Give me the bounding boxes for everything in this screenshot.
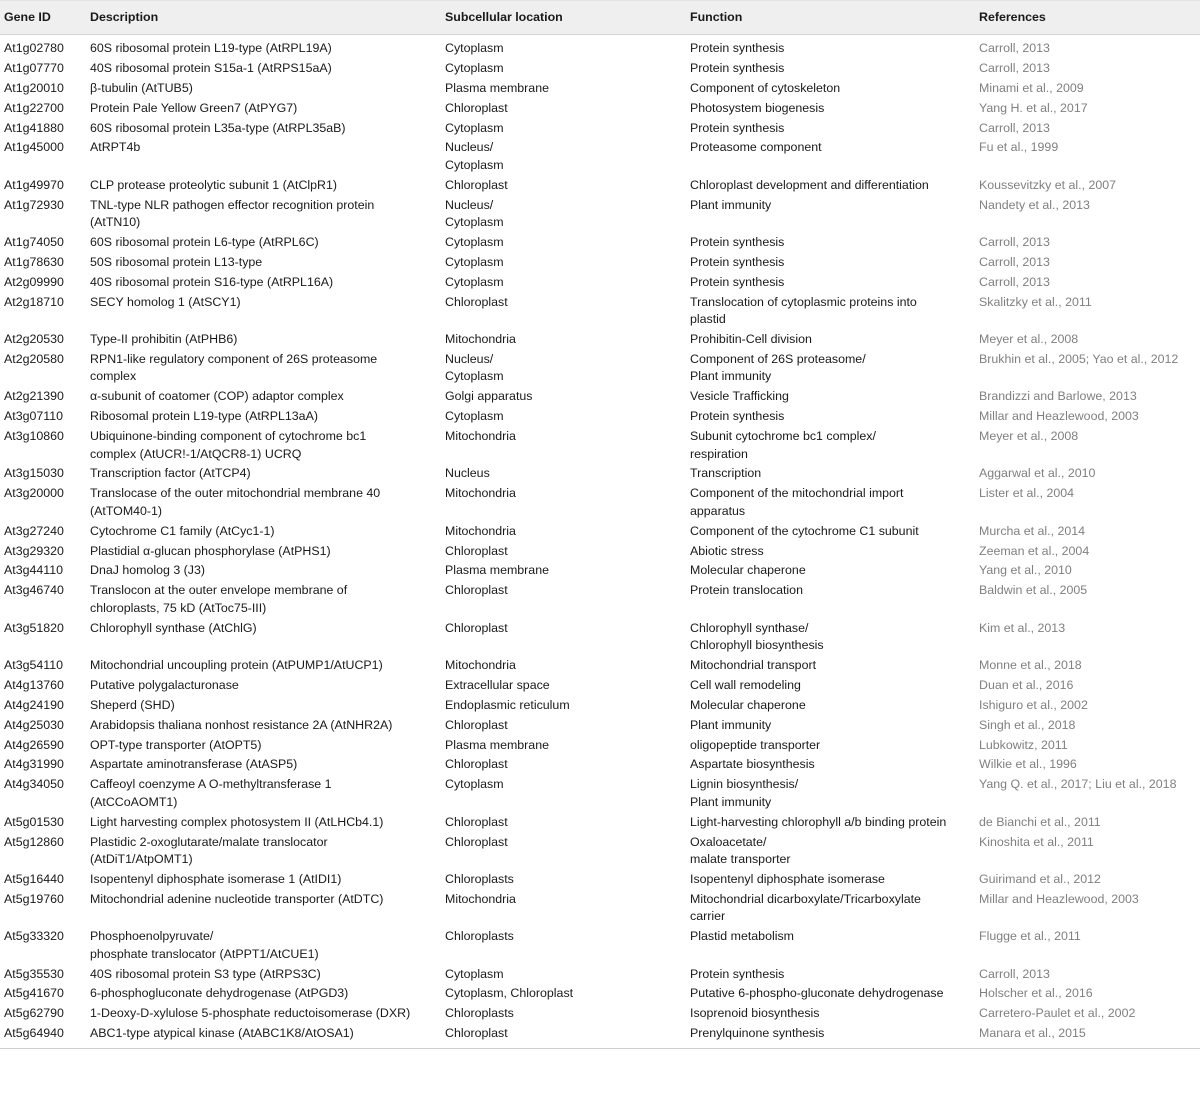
gene-id-cell: At1g07770 (4, 60, 64, 75)
description-cell: 1-Deoxy-D-xylulose 5-phosphate reductoisomerase (DXR) (90, 1006, 411, 1021)
gene-id-cell: At2g09990 (4, 274, 64, 289)
table-row (0, 755, 1200, 775)
function-cell: Oxaloacetate/ malate transporter (690, 834, 791, 866)
reference-cell: Yang et al., 2010 (979, 563, 1072, 578)
function-cell: Chloroplast development and differentiation (690, 177, 929, 192)
location-cell: Chloroplast (445, 543, 508, 558)
description-cell: 60S ribosomal protein L35a-type (AtRPL35aB) (90, 120, 346, 135)
location-cell: Plasma membrane (445, 80, 549, 95)
gene-id-cell: At4g34050 (4, 777, 64, 792)
description-cell: OPT-type transporter (AtOPT5) (90, 737, 262, 752)
reference-cell: Duan et al., 2016 (979, 677, 1074, 692)
reference-cell: Murcha et al., 2014 (979, 523, 1086, 538)
gene-id-cell: At1g41880 (4, 120, 64, 135)
gene-id-cell: At4g26590 (4, 737, 64, 752)
location-cell: Cytoplasm (445, 274, 504, 289)
reference-cell: Minami et al., 2009 (979, 80, 1084, 95)
description-cell: Translocon at the outer envelope membrane of chloroplasts, 75 kD (AtToc75-III) (90, 583, 348, 615)
description-cell: β-tubulin (AtTUB5) (90, 80, 193, 95)
location-cell: Chloroplast (445, 100, 508, 115)
reference-cell: Meyer et al., 2008 (979, 332, 1079, 346)
description-cell: Mitochondrial adenine nucleotide transporter (AtDTC) (90, 891, 384, 906)
reference-cell: Yang H. et al., 2017 (979, 100, 1088, 115)
description-cell: Mitochondrial uncoupling protein (AtPUMP1/AtUCP1) (90, 658, 383, 672)
location-cell: Chloroplast (445, 620, 508, 635)
reference-cell: Guirimand et al., 2012 (979, 871, 1101, 886)
location-cell: Nucleus/ Cytoplasm (445, 351, 504, 384)
reference-cell: Lubkowitz, 2011 (979, 737, 1068, 752)
table-row (0, 561, 1200, 581)
reference-cell: Koussevitzky et al., 2007 (979, 177, 1117, 192)
function-cell: Proteasome component (690, 140, 822, 155)
table-row (0, 350, 1200, 387)
table-row (0, 964, 1200, 984)
description-cell: 50S ribosomal protein L13-type (90, 254, 263, 269)
description-cell: 60S ribosomal protein L6-type (AtRPL6C) (90, 235, 319, 249)
description-cell: Caffeoyl coenzyme A O-methyltransferase 1 (AtCCoAOMT1) (90, 777, 332, 809)
location-cell: Mitochondria (445, 429, 516, 443)
gene-id-cell: At1g49970 (4, 177, 64, 192)
reference-cell: Millar and Heazlewood, 2003 (979, 891, 1139, 906)
header-description: Description (86, 1, 441, 35)
location-cell: Mitochondria (445, 332, 516, 346)
location-cell: Cytoplasm (445, 777, 504, 792)
header-subcellular-location: Subcellular location (441, 1, 686, 35)
gene-id-cell: At3g07110 (4, 409, 64, 424)
description-cell: Ubiquinone-binding component of cytochrome bc1 complex (AtUCR!-1/AtQCR8-1) UCRQ (90, 429, 367, 461)
gene-id-cell: At1g78630 (4, 254, 64, 269)
table-row (0, 541, 1200, 561)
table-row (0, 521, 1200, 541)
function-cell: Component of cytoskeleton (690, 80, 841, 95)
gene-id-cell: At4g24190 (4, 697, 64, 712)
function-cell: Transcription (690, 466, 762, 481)
location-cell: Chloroplasts (445, 871, 514, 886)
reference-cell: Singh et al., 2018 (979, 717, 1076, 732)
location-cell: Chloroplast (445, 757, 508, 772)
function-cell: Mitochondrial transport (690, 658, 817, 672)
description-cell: 40S ribosomal protein S3 type (AtRPS3C) (90, 966, 321, 981)
function-cell: Lignin biosynthesis/ Plant immunity (690, 777, 799, 809)
function-cell: Isoprenoid biosynthesis (690, 1006, 820, 1021)
function-cell: Protein synthesis (690, 274, 785, 289)
description-cell: ABC1-type atypical kinase (AtABC1K8/AtOSA1) (86, 1024, 441, 1048)
gene-id-cell: At3g54110 (4, 658, 64, 672)
location-cell: Chloroplast (441, 1024, 686, 1048)
gene-id-cell: At2g21390 (4, 389, 64, 404)
location-cell: Cytoplasm (445, 409, 504, 424)
reference-cell: Brukhin et al., 2005; Yao et al., 2012 (979, 351, 1179, 366)
gene-id-cell: At3g29320 (4, 543, 64, 558)
description-cell: Aspartate aminotransferase (AtASP5) (90, 757, 298, 772)
location-cell: Plasma membrane (445, 737, 549, 752)
table-row (0, 618, 1200, 655)
reference-cell: Ishiguro et al., 2002 (979, 697, 1088, 712)
function-cell: Protein synthesis (690, 41, 785, 55)
table-row (0, 715, 1200, 735)
table-row (0, 427, 1200, 464)
header-gene-id: Gene ID (0, 1, 86, 35)
function-cell: Vesicle Trafficking (690, 389, 789, 404)
function-cell: oligopeptide transporter (690, 737, 821, 752)
gene-id-cell: At1g02780 (4, 41, 64, 55)
reference-cell: Nandety et al., 2013 (979, 197, 1090, 212)
table-row (0, 484, 1200, 521)
location-cell: Mitochondria (445, 891, 516, 906)
reference-cell: Kinoshita et al., 2011 (979, 834, 1094, 849)
function-cell: Plant immunity (690, 197, 772, 212)
description-cell: SECY homolog 1 (AtSCY1) (90, 294, 241, 309)
gene-id-cell: At3g27240 (4, 523, 64, 538)
location-cell: Nucleus/ Cytoplasm (445, 197, 504, 230)
location-cell: Nucleus (445, 466, 490, 481)
gene-id-cell: At1g45000 (4, 140, 64, 155)
table-row (0, 253, 1200, 273)
reference-cell: Brandizzi and Barlowe, 2013 (979, 389, 1137, 404)
reference-cell: Fu et al., 1999 (979, 140, 1059, 155)
location-cell: Cytoplasm (445, 120, 504, 135)
table-row (0, 292, 1200, 329)
description-cell: Translocase of the outer mitochondrial membrane 40 (AtTOM40-1) (90, 486, 381, 518)
gene-id-cell: At5g01530 (4, 814, 64, 829)
location-cell: Extracellular space (445, 677, 550, 692)
table-row (0, 233, 1200, 253)
function-cell: Subunit cytochrome bc1 complex/ respiration (690, 429, 876, 461)
table-row (0, 195, 1200, 232)
reference-cell: Carroll, 2013 (979, 274, 1050, 289)
location-cell: Plasma membrane (445, 563, 549, 578)
table-row (0, 59, 1200, 79)
description-cell: Cytochrome C1 family (AtCyc1-1) (90, 523, 275, 538)
location-cell: Endoplasmic reticulum (445, 697, 570, 712)
description-cell: RPN1-like regulatory component of 26S proteasome complex (90, 351, 378, 384)
description-cell: α-subunit of coatomer (COP) adaptor complex (90, 389, 344, 404)
table-row (0, 812, 1200, 832)
reference-cell: Yang Q. et al., 2017; Liu et al., 2018 (979, 777, 1177, 792)
reference-cell: Millar and Heazlewood, 2003 (979, 409, 1139, 424)
gene-id-cell: At3g51820 (4, 620, 64, 635)
table-row (0, 176, 1200, 196)
gene-id-cell: At5g64940 (0, 1024, 86, 1048)
description-cell: CLP protease proteolytic subunit 1 (AtClpR1) (90, 177, 338, 192)
gene-id-cell: At3g46740 (4, 583, 64, 598)
function-cell: Mitochondrial dicarboxylate/Tricarboxylate carrier (690, 891, 921, 924)
table-row (0, 775, 1200, 812)
description-cell: Chlorophyll synthase (AtChlG) (90, 620, 257, 635)
location-cell: Chloroplasts (445, 1006, 514, 1021)
reference-cell: Kim et al., 2013 (979, 620, 1066, 635)
location-cell: Cytoplasm (445, 235, 504, 249)
location-cell: Nucleus/ Cytoplasm (445, 140, 504, 172)
table-row (0, 696, 1200, 716)
location-cell: Cytoplasm (445, 254, 504, 269)
function-cell: Protein synthesis (690, 254, 785, 269)
gene-id-cell: At5g62790 (4, 1006, 64, 1021)
table-row (0, 656, 1200, 676)
reference-cell: Wilkie et al., 1996 (979, 757, 1077, 772)
function-cell: Plastid metabolism (690, 929, 794, 944)
function-cell: Protein translocation (690, 583, 803, 598)
description-cell: TNL-type NLR pathogen effector recognition protein (AtTN10) (90, 197, 375, 230)
gene-id-cell: At5g41670 (4, 986, 64, 1001)
gene-id-cell: At2g20530 (4, 332, 64, 346)
table-row (0, 832, 1200, 869)
gene-id-cell: At3g10860 (4, 429, 64, 443)
function-cell: Protein synthesis (690, 966, 785, 981)
function-cell: Cell wall remodeling (690, 677, 801, 692)
header-row (0, 1, 1200, 35)
description-cell: Sheperd (SHD) (90, 697, 175, 712)
table-row (0, 330, 1200, 350)
location-cell: Chloroplast (445, 583, 508, 598)
function-cell: Photosystem biogenesis (690, 100, 825, 115)
location-cell: Mitochondria (445, 523, 516, 538)
gene-id-cell: At5g33320 (4, 929, 64, 944)
table-row (0, 581, 1200, 618)
location-cell: Chloroplast (445, 717, 508, 732)
gene-id-cell: At3g15030 (4, 466, 64, 481)
description-cell: AtRPT4b (90, 140, 141, 155)
reference-cell: Carroll, 2013 (979, 60, 1050, 75)
gene-id-cell: At5g19760 (4, 891, 64, 906)
function-cell: Protein synthesis (690, 235, 785, 249)
reference-cell: Carroll, 2013 (979, 120, 1050, 135)
function-cell: Molecular chaperone (690, 563, 806, 578)
reference-cell: Baldwin et al., 2005 (979, 583, 1088, 598)
gene-id-cell: At1g22700 (4, 100, 64, 115)
location-cell: Mitochondria (445, 658, 516, 672)
description-cell: Plastidial α-glucan phosphorylase (AtPHS1) (90, 543, 331, 558)
description-cell: Isopentenyl diphosphate isomerase 1 (AtIDI1) (90, 871, 342, 886)
location-cell: Chloroplast (445, 814, 508, 829)
reference-cell: Carretero-Paulet et al., 2002 (979, 1006, 1136, 1021)
function-cell: Aspartate biosynthesis (690, 757, 815, 772)
function-cell: Component of the mitochondrial import apparatus (690, 486, 904, 518)
description-cell: Phosphoenolpyruvate/ phosphate translocator (AtPPT1/AtCUE1) (90, 929, 319, 961)
location-cell: Chloroplasts (445, 929, 514, 944)
function-cell: Protein synthesis (690, 409, 785, 424)
function-cell: Light-harvesting chlorophyll a/b binding protein (690, 814, 947, 829)
table-row (0, 984, 1200, 1004)
gene-id-cell: At3g44110 (4, 563, 64, 578)
description-cell: Protein Pale Yellow Green7 (AtPYG7) (90, 100, 298, 115)
table-row (0, 890, 1200, 927)
table-row (0, 35, 1200, 59)
description-cell: 60S ribosomal protein L19-type (AtRPL19A) (90, 41, 332, 55)
function-cell: Protein synthesis (690, 60, 785, 75)
description-cell: 40S ribosomal protein S16-type (AtRPL16A) (90, 274, 334, 289)
reference-cell: Aggarwal et al., 2010 (979, 466, 1096, 481)
table-row (0, 1004, 1200, 1024)
reference-cell: de Bianchi et al., 2011 (979, 814, 1101, 829)
function-cell: Abiotic stress (690, 543, 764, 558)
gene-id-cell: At5g16440 (4, 871, 64, 886)
table-row (0, 735, 1200, 755)
gene-id-cell: At1g20010 (4, 80, 64, 95)
location-cell: Chloroplast (445, 177, 508, 192)
location-cell: Cytoplasm (445, 966, 504, 981)
reference-cell: Carroll, 2013 (979, 235, 1050, 249)
description-cell: Putative polygalacturonase (90, 677, 239, 692)
gene-id-cell: At2g18710 (4, 294, 64, 309)
function-cell: Component of the cytochrome C1 subunit (690, 523, 919, 538)
table-row (0, 927, 1200, 964)
header-function: Function (686, 1, 975, 35)
description-cell: DnaJ homolog 3 (J3) (90, 563, 206, 578)
reference-cell: Carroll, 2013 (979, 41, 1050, 55)
gene-id-cell: At5g35530 (4, 966, 64, 981)
reference-cell: Carroll, 2013 (979, 966, 1050, 981)
description-cell: Arabidopsis thaliana nonhost resistance 2A (AtNHR2A) (90, 717, 393, 732)
reference-cell: Manara et al., 2015 (975, 1024, 1200, 1048)
table-row (0, 118, 1200, 138)
table-row (0, 387, 1200, 407)
function-cell: Molecular chaperone (690, 697, 806, 712)
reference-cell: Lister et al., 2004 (979, 486, 1075, 501)
table-body (0, 35, 1200, 1049)
function-cell: Translocation of cytoplasmic proteins into plastid (690, 294, 917, 327)
description-cell: Ribosomal protein L19-type (AtRPL13aA) (90, 409, 318, 424)
table-row (0, 273, 1200, 293)
location-cell: Cytoplasm (445, 41, 504, 55)
location-cell: Golgi apparatus (445, 389, 533, 404)
table-row (0, 1024, 1200, 1048)
description-cell: Type-II prohibitin (AtPHB6) (90, 332, 238, 346)
function-cell: Chlorophyll synthase/ Chlorophyll biosynthesis (690, 620, 824, 653)
location-cell: Chloroplast (445, 834, 508, 849)
description-cell: 40S ribosomal protein S15a-1 (AtRPS15aA) (90, 60, 332, 75)
function-cell: Protein synthesis (690, 120, 785, 135)
gene-id-cell: At1g74050 (4, 235, 64, 249)
table-row (0, 407, 1200, 427)
table-row (0, 870, 1200, 890)
location-cell: Mitochondria (445, 486, 516, 501)
function-cell: Isopentenyl diphosphate isomerase (690, 871, 885, 886)
table-row (0, 676, 1200, 696)
function-cell: Prenylquinone synthesis (686, 1024, 975, 1048)
gene-id-cell: At3g20000 (4, 486, 64, 501)
description-cell: Light harvesting complex photosystem II (AtLHCb4.1) (90, 814, 384, 829)
gene-id-cell: At2g20580 (4, 351, 64, 366)
gene-id-cell: At4g25030 (4, 717, 64, 732)
reference-cell: Monne et al., 2018 (979, 658, 1082, 672)
gene-id-cell: At4g31990 (4, 757, 64, 772)
reference-cell: Carroll, 2013 (979, 254, 1050, 269)
function-cell: Component of 26S proteasome/ Plant immunity (690, 351, 866, 384)
reference-cell: Flugge et al., 2011 (979, 929, 1081, 944)
description-cell: Transcription factor (AtTCP4) (90, 466, 251, 481)
location-cell: Cytoplasm (445, 60, 504, 75)
function-cell: Plant immunity (690, 717, 772, 732)
gene-id-cell: At1g72930 (4, 197, 64, 212)
function-cell: Putative 6-phospho-gluconate dehydrogenase (690, 986, 944, 1001)
reference-cell: Skalitzky et al., 2011 (979, 294, 1092, 309)
location-cell: Cytoplasm, Chloroplast (445, 986, 574, 1001)
reference-cell: Holscher et al., 2016 (979, 986, 1093, 1001)
location-cell: Chloroplast (445, 294, 508, 309)
gene-id-cell: At5g12860 (4, 834, 64, 849)
description-cell: 6-phosphogluconate dehydrogenase (AtPGD3) (90, 986, 349, 1001)
table-row (0, 98, 1200, 118)
function-cell: Prohibitin-Cell division (690, 332, 812, 346)
header-references: References (975, 1, 1200, 35)
table-row (0, 464, 1200, 484)
reference-cell: Meyer et al., 2008 (979, 429, 1079, 443)
table-row (0, 138, 1200, 175)
table-row (0, 79, 1200, 99)
gene-id-cell: At4g13760 (4, 677, 64, 692)
reference-cell: Zeeman et al., 2004 (979, 543, 1090, 558)
description-cell: Plastidic 2-oxoglutarate/malate translocator (AtDiT1/AtpOMT1) (90, 834, 328, 866)
